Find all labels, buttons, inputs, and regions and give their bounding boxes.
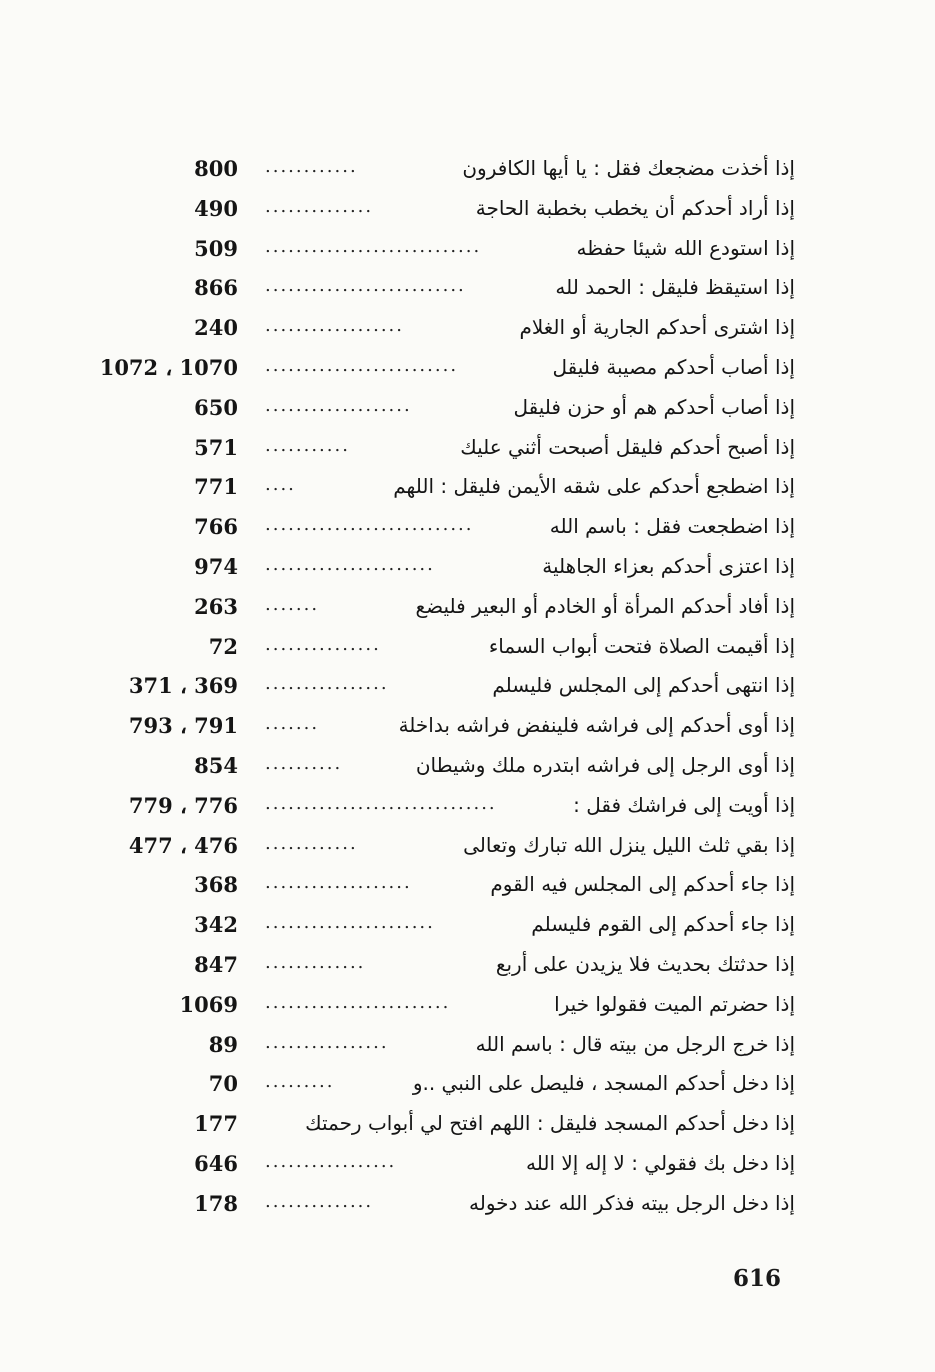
index-entry xyxy=(70,1103,795,1143)
index-entry xyxy=(70,825,795,865)
entry-text: إذا أوى أحدكم إلى فراشه فلينفض فراشه بداخلة xyxy=(398,713,795,738)
entry-leader-dots: ............ xyxy=(265,832,358,854)
index-entry xyxy=(70,1183,795,1223)
entry-leader-dots: ........... xyxy=(265,434,350,456)
index-entry xyxy=(70,1143,795,1183)
entry-text: إذا استودع الله شيئا حفظه xyxy=(576,235,795,260)
entry-page-refs: 177 xyxy=(194,1111,238,1137)
index-entry xyxy=(70,188,795,228)
entry-page-refs: 509 xyxy=(194,235,238,261)
index-entry xyxy=(70,904,795,944)
entry-page-refs: 72 xyxy=(208,633,238,659)
entry-leader-dots: .................. xyxy=(265,315,404,337)
index-entry xyxy=(70,785,795,825)
index-entry xyxy=(70,984,795,1024)
entry-page-refs: 646 xyxy=(194,1150,238,1176)
entry-leader-dots: .............................. xyxy=(265,792,497,814)
entry-page-refs: 1069 xyxy=(179,991,238,1017)
entry-page-refs: 70 xyxy=(208,1071,238,1097)
index-entry xyxy=(70,864,795,904)
entry-leader-dots: .... xyxy=(265,474,296,496)
entry-page-refs: 263 xyxy=(194,593,238,619)
entry-page-refs: 771 xyxy=(194,474,238,500)
entry-leader-dots: ................... xyxy=(265,394,412,416)
entry-text: إذا دخل أحدكم المسجد فليقل : اللهم افتح لي أبواب رحمتك xyxy=(305,1111,795,1136)
index-entry xyxy=(70,148,795,188)
entry-leader-dots: ....... xyxy=(265,593,320,615)
entry-text: إذا اعتزى أحدكم بعزاء الجاهلية xyxy=(542,553,795,578)
entry-text: إذا حضرتم الميت فقولوا خيرا xyxy=(554,991,795,1016)
entry-page-refs: 854 xyxy=(194,752,238,778)
entry-leader-dots: ............. xyxy=(265,951,366,973)
index-entry xyxy=(70,1063,795,1103)
entry-text: إذا دخل بك فقولي : لا إله إلا الله xyxy=(526,1150,795,1175)
entry-page-refs: 342 xyxy=(194,912,238,938)
entry-page-refs: 490 xyxy=(194,195,238,221)
entry-leader-dots: ........................... xyxy=(265,514,474,536)
entry-text: إذا أخذت مضجعك فقل : يا أيها الكافرون xyxy=(462,156,795,180)
index-entry xyxy=(70,466,795,506)
index-entry xyxy=(70,586,795,626)
entry-leader-dots: ...................... xyxy=(265,553,435,575)
entry-text: إذا دخل أحدكم المسجد ، فليصل على النبي ..و xyxy=(412,1071,795,1096)
entry-page-refs: 866 xyxy=(194,275,238,301)
entry-text: إذا بقي ثلث الليل ينزل الله تبارك وتعالى xyxy=(463,832,795,857)
entry-leader-dots: ................... xyxy=(265,872,412,894)
index-entry xyxy=(70,427,795,467)
entry-page-refs: 178 xyxy=(194,1190,238,1216)
entry-leader-dots: .......................... xyxy=(265,275,466,297)
entry-page-refs: 1072 ، 1070 xyxy=(99,354,238,380)
entry-text: إذا أوى الرجل إلى فراشه ابتدره ملك وشيطان xyxy=(415,752,795,777)
entry-text: إذا استيقظ فليقل : الحمد لله xyxy=(555,275,795,300)
entry-text: إذا اضطجعت فقل : باسم الله xyxy=(549,514,795,539)
index-entry xyxy=(70,347,795,387)
entry-page-refs: 974 xyxy=(194,553,238,579)
index-entry xyxy=(70,387,795,427)
entry-page-refs: 571 xyxy=(194,434,238,460)
index-entry xyxy=(70,944,795,984)
entry-page-refs: 779 ، 776 xyxy=(128,792,238,818)
entry-text: إذا أويت إلى فراشك فقل : xyxy=(573,792,795,817)
entry-page-refs: 793 ، 791 xyxy=(128,713,238,739)
entry-leader-dots: .............. xyxy=(265,195,374,217)
entry-leader-dots: ....... xyxy=(265,713,320,735)
index-entry xyxy=(70,745,795,785)
entry-page-refs: 371 ، 369 xyxy=(128,673,238,699)
entry-leader-dots: ......... xyxy=(265,1071,335,1093)
entry-leader-dots: ........................ xyxy=(265,991,451,1013)
entry-leader-dots: .............. xyxy=(265,1190,374,1212)
index-entry xyxy=(70,626,795,666)
entry-page-refs: 240 xyxy=(194,315,238,341)
entry-leader-dots: ................ xyxy=(265,673,389,695)
entry-page-refs: 650 xyxy=(194,394,238,420)
entry-page-refs: 766 xyxy=(194,514,238,540)
entry-text: إذا انتهى أحدكم إلى المجلس فليسلم xyxy=(492,673,795,698)
entry-text: إذا أقيمت الصلاة فتحت أبواب السماء xyxy=(488,633,795,658)
entry-text: إذا أفاد أحدكم المرأة أو الخادم أو البعير فليضع xyxy=(415,593,795,618)
entry-leader-dots: ................. xyxy=(265,1150,397,1172)
entry-text: إذا أراد أحدكم أن يخطب بخطبة الحاجة xyxy=(475,195,795,220)
entry-text: إذا جاء أحدكم إلى المجلس فيه القوم xyxy=(490,872,795,897)
entry-leader-dots: ................ xyxy=(265,1031,389,1053)
entry-text: إذا خرج الرجل من بيته قال : باسم الله xyxy=(475,1031,795,1056)
index-entry xyxy=(70,665,795,705)
entry-leader-dots: ...................... xyxy=(265,912,435,934)
index-entry xyxy=(70,307,795,347)
entry-page-refs: 89 xyxy=(208,1031,238,1057)
index-entry xyxy=(70,1024,795,1064)
entry-leader-dots: ............... xyxy=(265,633,381,655)
entry-text: إذا اضطجع أحدكم على شقه الأيمن فليقل : اللهم xyxy=(393,474,795,499)
entry-page-refs: 800 xyxy=(194,156,238,181)
entry-page-refs: 368 xyxy=(194,872,238,898)
index-entry xyxy=(70,546,795,586)
entry-text: إذا دخل الرجل بيته فذكر الله عند دخوله xyxy=(469,1190,795,1215)
entry-text: إذا جاء أحدكم إلى القوم فليسلم xyxy=(531,912,795,937)
index-entry xyxy=(70,705,795,745)
page-number: 616 xyxy=(733,1265,782,1292)
index-entry xyxy=(70,267,795,307)
entry-text: إذا أصاب أحدكم هم أو حزن فليقل xyxy=(513,394,795,419)
entry-text: إذا اشترى أحدكم الجارية أو الغلام xyxy=(519,315,795,340)
index-entry xyxy=(70,506,795,546)
entry-text: إذا حدثتك بحديث فلا يزيدن على أربع xyxy=(495,951,795,976)
entry-leader-dots: ......................... xyxy=(265,354,459,376)
index-entry xyxy=(70,228,795,268)
entry-text: إذا أصبح أحدكم فليقل أصبحت أثني عليك xyxy=(460,434,795,459)
entry-text: إذا أصاب أحدكم مصيبة فليقل xyxy=(552,354,795,379)
index-list xyxy=(70,148,795,1223)
entry-leader-dots: ............................ xyxy=(265,235,482,257)
entry-page-refs: 847 xyxy=(194,951,238,977)
entry-leader-dots: .......... xyxy=(265,752,343,774)
entry-leader-dots: ............ xyxy=(265,156,358,177)
entry-page-refs: 477 ، 476 xyxy=(128,832,238,858)
